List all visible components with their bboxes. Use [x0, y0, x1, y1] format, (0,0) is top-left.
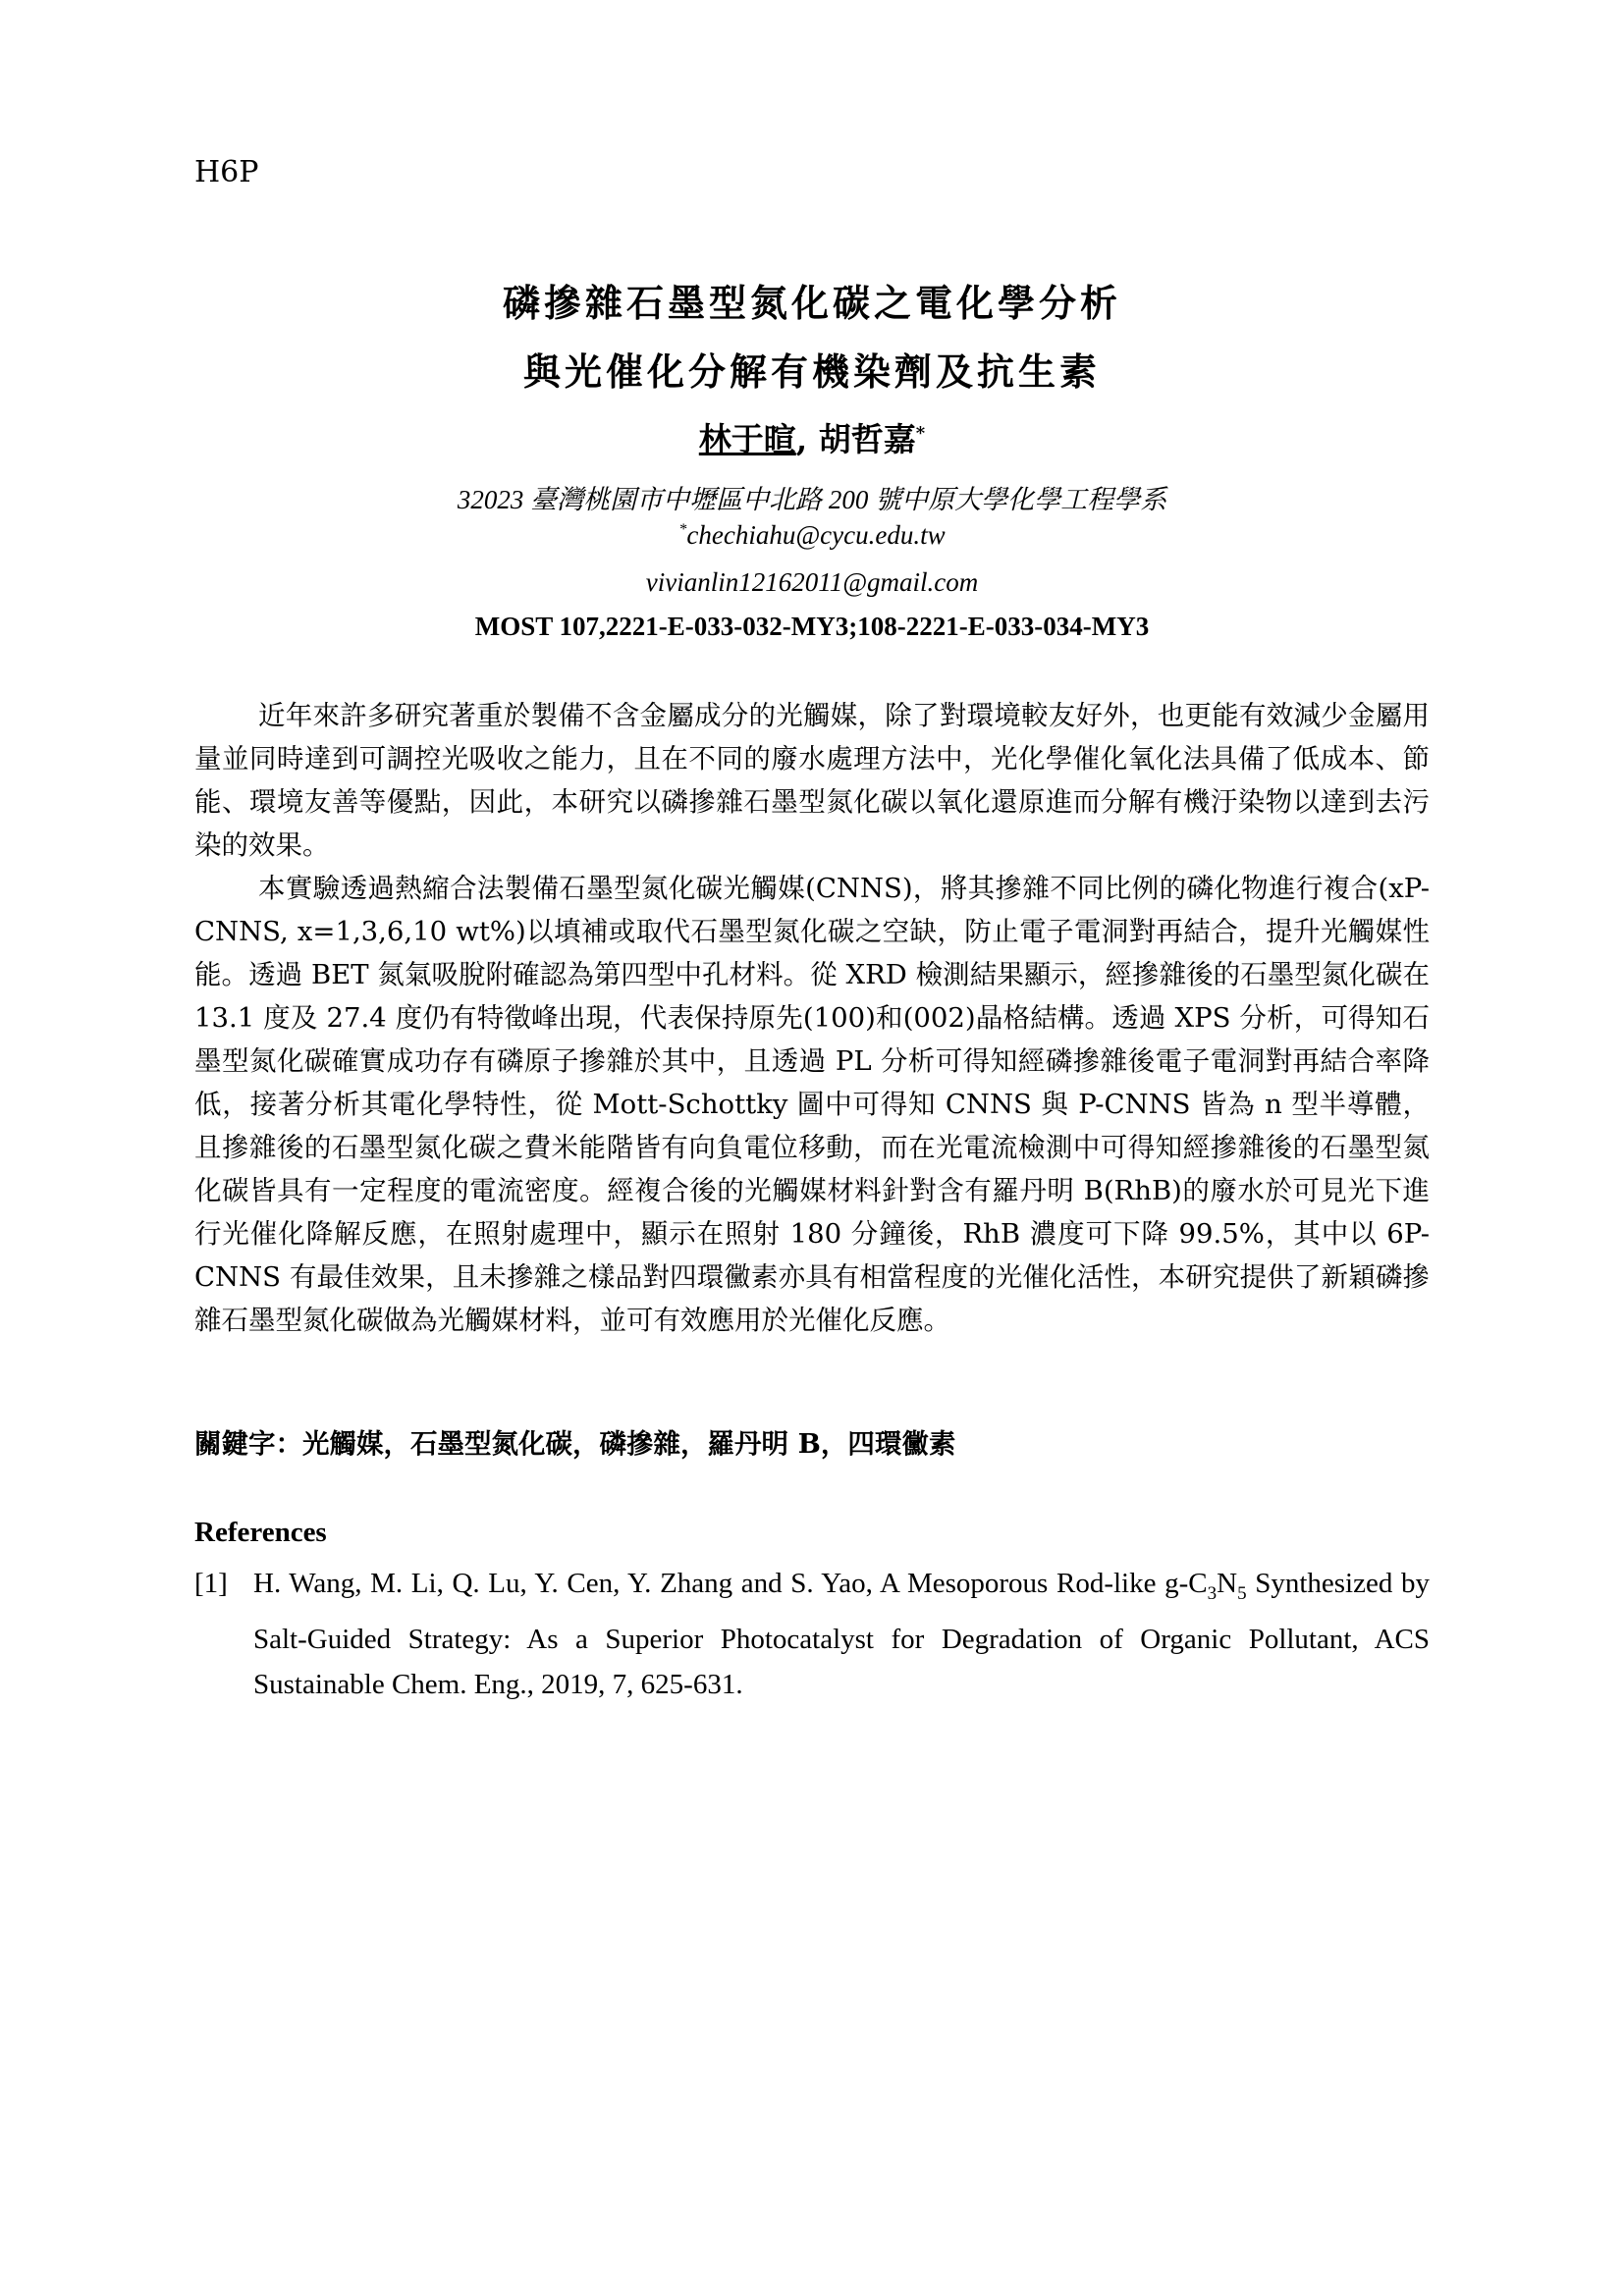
abstract-paragraph-1: 近年來許多研究著重於製備不含金屬成分的光觸媒，除了對環境較友好外，也更能有效減少金屬用量並同時達到可調控光吸收之能力，且在不同的廢水處理方法中，光化學催化氧化法具備了低成本、節能、環境友善等優點，因此，本研究以磷摻雜石墨型氮化碳以氧化還原進而分解有機汙染物以達到去污染的效果。 — [194, 700, 1430, 861]
subscript-3: 3 — [1207, 1582, 1218, 1604]
references-heading: References — [194, 1517, 327, 1548]
corresponding-marker: * — [915, 423, 926, 444]
author-2: 胡哲嘉 — [818, 420, 916, 458]
reference-text-part-2: N — [1217, 1568, 1238, 1599]
reference-number: [1] — [194, 1568, 228, 1599]
reference-text-part-3: Synthesized by Salt-Guided Strategy: As a Superior Photocatalyst for Degradation of Organic Pollutant, ACS Sustainable Chem. Eng., 2019, 7, 625-631. — [253, 1568, 1430, 1700]
authors — [0, 414, 1624, 460]
email-marker: * — [678, 521, 687, 538]
reference-item — [194, 1561, 1430, 1707]
keywords: 關鍵字：光觸媒，石墨型氮化碳，磷摻雜，羅丹明 B，四環黴素 — [194, 1428, 956, 1460]
author-separator: , — [795, 420, 819, 458]
grant-number: MOST 107,2221-E-033-032-MY3;108-2221-E-033-034-MY3 — [474, 612, 1150, 641]
affiliation-email-2: vivianlin12162011@gmail.com — [645, 567, 979, 597]
page-code: H6P — [194, 155, 259, 189]
affiliation-address: 32023 臺灣桃園市中壢區中北路 200 號中原大學化學工程學系 — [457, 485, 1167, 514]
email-1: chechiahu@cycu.edu.tw — [686, 520, 946, 550]
abstract — [194, 694, 1430, 1342]
subscript-5: 5 — [1237, 1582, 1247, 1604]
title-line-2: 與光催化分解有機染劑及抗生素 — [522, 349, 1101, 394]
reference-text — [253, 1561, 1430, 1707]
title-line-1: 磷摻雜石墨型氮化碳之電化學分析 — [502, 281, 1121, 325]
affiliation-email-1 — [0, 520, 1624, 551]
abstract-paragraph-2: 本實驗透過熱縮合法製備石墨型氮化碳光觸媒(CNNS)，將其摻雜不同比例的磷化物進行複合(xP-CNNS, x=1,3,6,10 wt%)以填補或取代石墨型氮化碳之空缺，防止電子電洞對再結合，提升光觸媒性能。透過 BET 氮氣吸脫附確認為第四型中孔材料。從 XRD 檢測結果顯示，經摻雜後的石墨型氮化碳在 13.1 度及 27.4 度仍有特徵峰出現，代表保持原先(100)和(002)晶格結構。透過 XPS 分析，可得知石墨型氮化碳確實成功存有磷原子摻雜於其中，且透過 PL 分析可得知經磷摻雜後電子電洞對再結合率降低，接著分析其電化學特性，從 Mott-Schottky 圖中可得知 CNNS 與 P-CNNS 皆為 n 型半導體，且摻雜後的石墨型氮化碳之費米能階皆有向負電位移動，而在光電流檢測中可得知經摻雜後的石墨型氮化碳皆具有一定程度的電流密度。經複合後的光觸媒材料針對含有羅丹明 B(RhB)的廢水於可見光下進行光催化降解反應，在照射處理中，顯示在照射 180 分鐘後，RhB 濃度可下降 99.5%，其中以 6P-CNNS 有最佳效果，且未摻雜之樣品對四環黴素亦具有相當程度的光催化活性，本研究提供了新穎磷摻雜石墨型氮化碳做為光觸媒材料，並可有效應用於光催化反應。 — [194, 873, 1430, 1336]
reference-text-part-1: H. Wang, M. Li, Q. Lu, Y. Cen, Y. Zhang and S. Yao, A Mesoporous Rod-like g-C — [253, 1568, 1208, 1599]
author-1: 林于暄 — [698, 420, 796, 458]
